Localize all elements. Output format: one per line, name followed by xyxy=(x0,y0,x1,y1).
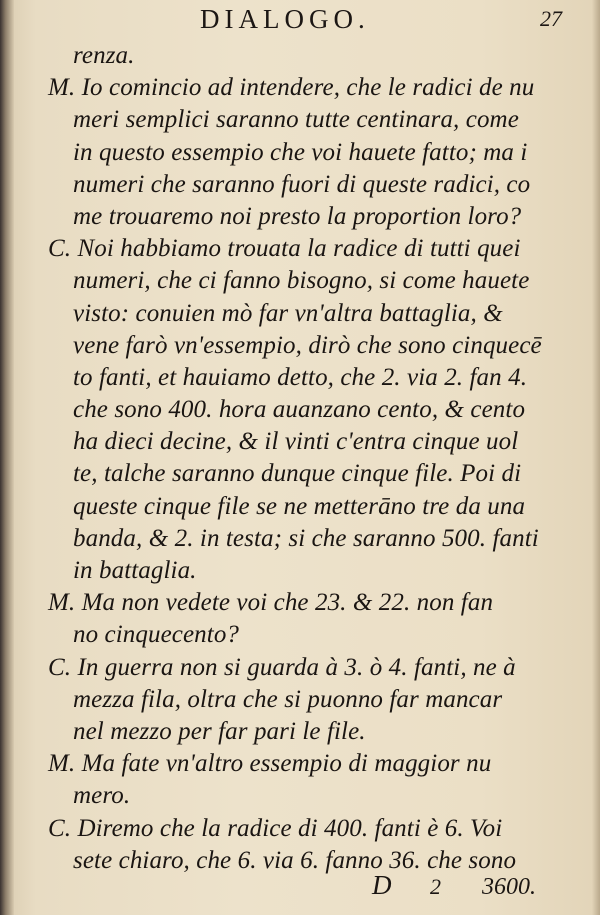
text-line: meri semplici saranno tutte centinara, come xyxy=(73,106,519,134)
text-line: sete chiaro, che 6. via 6. fanno 36. che sono xyxy=(73,846,517,874)
signature-number: 2 xyxy=(430,874,441,899)
text-line: queste cinque file se ne metterāno tre da una xyxy=(73,492,526,520)
page-gutter xyxy=(0,0,14,915)
page-footer xyxy=(0,870,600,910)
text-line: numeri che saranno fuori di queste radici, co xyxy=(73,170,531,198)
page-number: 27 xyxy=(540,6,562,31)
catchword: 3600. xyxy=(482,874,536,900)
text-line: me trouaremo noi presto la proportion loro? xyxy=(73,202,522,230)
running-head: DIALOGO. xyxy=(200,4,370,34)
text-line: renza. xyxy=(73,42,135,69)
text-line: to fanti, et hauiamo detto, che 2. via 2. fan 4. xyxy=(73,363,528,391)
page-edge xyxy=(592,0,600,915)
text-line: no cinquecento? xyxy=(73,621,240,649)
text-line: C. Noi habbiamo trouata la radice di tutti quei xyxy=(48,235,521,263)
page-header xyxy=(0,4,600,38)
text-line: numeri, che ci fanno bisogno, si come hauete xyxy=(73,267,530,295)
text-line: vene farò vn'essempio, dirò che sono cinquecē xyxy=(73,331,542,359)
text-line: banda, & 2. in testa; si che saranno 500. fanti xyxy=(73,524,539,552)
text-line: nel mezzo per far pari le file. xyxy=(73,717,366,745)
text-line: C. Diremo che la radice di 400. fanti è 6. Voi xyxy=(48,814,503,842)
text-line: visto: conuien mò far vn'altra battaglia, & xyxy=(73,299,503,327)
signature-mark: D xyxy=(372,870,392,900)
text-line: M. Ma non vedete voi che 23. & 22. non fan xyxy=(48,589,494,617)
text-line: C. In guerra non si guarda à 3. ò 4. fanti, ne à xyxy=(48,653,516,681)
text-line: M. Ma fate vn'altro essempio di maggior nu xyxy=(48,750,492,778)
text-line: mezza fila, oltra che si puonno far mancar xyxy=(73,685,503,713)
text-line: mero. xyxy=(73,782,131,810)
text-line: te, talche saranno dunque cinque file. Poi di xyxy=(73,460,522,488)
text-line: in questo essempio che voi hauete fatto; ma i xyxy=(73,138,528,166)
dialogue-text xyxy=(48,40,576,877)
text-line: in battaglia. xyxy=(73,557,197,584)
text-line: ha dieci decine, & il vinti c'entra cinque uol xyxy=(73,428,519,456)
text-line: M. Io comincio ad intendere, che le radici de nu xyxy=(48,74,535,102)
text-line: che sono 400. hora auanzano cento, & cento xyxy=(73,396,526,424)
